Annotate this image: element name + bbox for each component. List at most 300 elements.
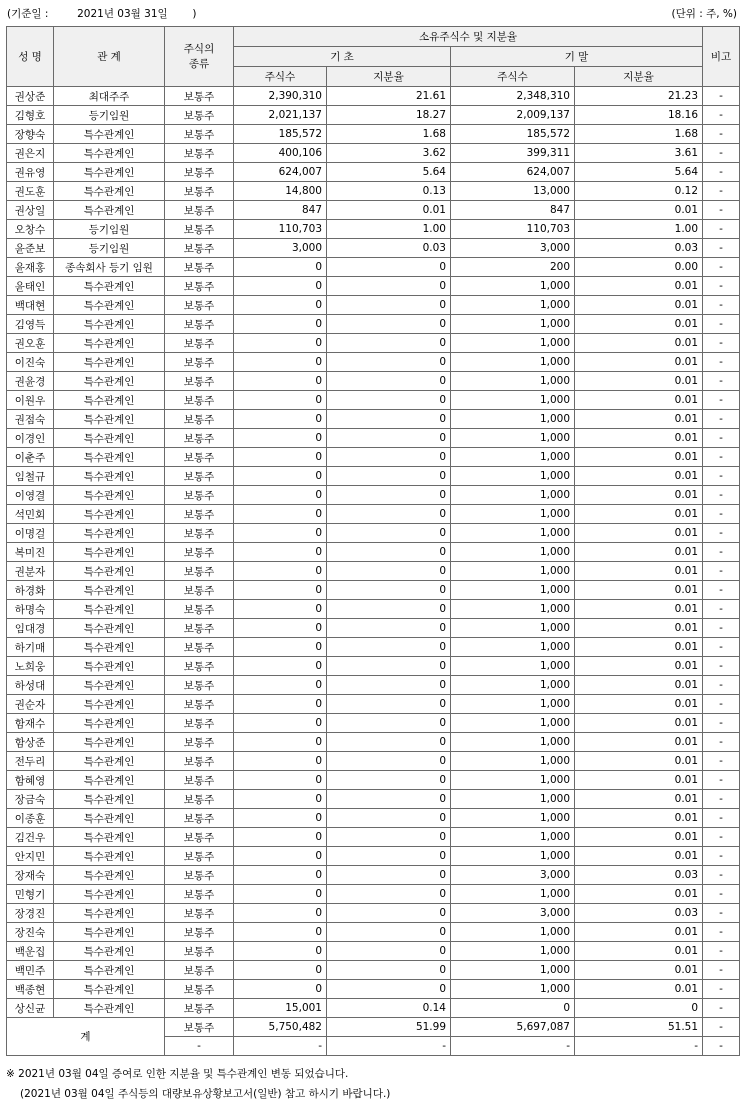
stock-type-cell: 보통주	[165, 733, 234, 752]
end-ratio-cell: 18.16	[575, 106, 703, 125]
end-shares-cell: 1,000	[451, 923, 575, 942]
begin-ratio-cell: 0	[327, 752, 451, 771]
relation-cell: 특수관계인	[54, 809, 165, 828]
stock-type-cell: 보통주	[165, 657, 234, 676]
name-cell: 김건우	[7, 828, 54, 847]
stock-type-cell: 보통주	[165, 505, 234, 524]
name-cell: 윤재홍	[7, 258, 54, 277]
end-ratio-cell: 0.01	[575, 296, 703, 315]
name-cell: 하기매	[7, 638, 54, 657]
table-row	[7, 467, 740, 486]
name-cell: 백종현	[7, 980, 54, 999]
note-cell: -	[703, 980, 740, 999]
note-cell: -	[703, 885, 740, 904]
table-row	[7, 942, 740, 961]
name-cell: 장경진	[7, 904, 54, 923]
table-row	[7, 904, 740, 923]
table-row	[7, 353, 740, 372]
stock-type-cell: 보통주	[165, 885, 234, 904]
note-cell: -	[703, 296, 740, 315]
relation-cell: 특수관계인	[54, 163, 165, 182]
name-cell: 하경화	[7, 581, 54, 600]
begin-shares-cell: 0	[234, 657, 327, 676]
stock-type-cell: 보통주	[165, 942, 234, 961]
table-row	[7, 334, 740, 353]
begin-ratio-cell: 0	[327, 410, 451, 429]
table-row	[7, 429, 740, 448]
total-end-shares: 5,697,087	[451, 1018, 575, 1037]
relation-cell: 특수관계인	[54, 543, 165, 562]
end-shares-cell: 1,000	[451, 695, 575, 714]
begin-shares-cell: 0	[234, 334, 327, 353]
table-row	[7, 809, 740, 828]
name-cell: 이춘주	[7, 448, 54, 467]
end-shares-cell: 1,000	[451, 885, 575, 904]
col-begin-ratio: 지분율	[327, 67, 451, 87]
table-row	[7, 562, 740, 581]
end-ratio-cell: 0.01	[575, 543, 703, 562]
stock-type-cell: 보통주	[165, 334, 234, 353]
begin-ratio-cell: 0	[327, 543, 451, 562]
end-ratio-cell: 0.01	[575, 562, 703, 581]
begin-ratio-cell: 0	[327, 714, 451, 733]
begin-shares-cell: 0	[234, 638, 327, 657]
stock-type-cell: 보통주	[165, 600, 234, 619]
relation-cell: 특수관계인	[54, 676, 165, 695]
end-shares-cell: 1,000	[451, 847, 575, 866]
relation-cell: 특수관계인	[54, 638, 165, 657]
begin-shares-cell: 2,021,137	[234, 106, 327, 125]
relation-cell: 특수관계인	[54, 752, 165, 771]
stock-type-cell: 보통주	[165, 847, 234, 866]
stock-type-cell: 보통주	[165, 752, 234, 771]
relation-cell: 특수관계인	[54, 942, 165, 961]
begin-ratio-cell: 0	[327, 258, 451, 277]
relation-cell: 특수관계인	[54, 733, 165, 752]
end-shares-cell: 1,000	[451, 980, 575, 999]
begin-ratio-cell: 0	[327, 638, 451, 657]
note-cell: -	[703, 410, 740, 429]
stock-type-cell: 보통주	[165, 771, 234, 790]
name-cell: 이명걸	[7, 524, 54, 543]
note-cell: -	[703, 695, 740, 714]
note-cell: -	[703, 144, 740, 163]
name-cell: 상신균	[7, 999, 54, 1018]
end-ratio-cell: 0.01	[575, 657, 703, 676]
name-cell: 장진숙	[7, 923, 54, 942]
end-ratio-cell: 0.01	[575, 334, 703, 353]
stock-type-cell: 보통주	[165, 923, 234, 942]
begin-ratio-cell: 18.27	[327, 106, 451, 125]
note-cell: -	[703, 600, 740, 619]
table-row	[7, 676, 740, 695]
relation-cell: 특수관계인	[54, 847, 165, 866]
note-cell: -	[703, 467, 740, 486]
begin-ratio-cell: 0	[327, 600, 451, 619]
end-shares-cell: 1,000	[451, 619, 575, 638]
begin-shares-cell: 0	[234, 695, 327, 714]
name-cell: 이경인	[7, 429, 54, 448]
begin-ratio-cell: 0.01	[327, 201, 451, 220]
end-shares-cell: 1,000	[451, 524, 575, 543]
stock-type-cell: 보통주	[165, 524, 234, 543]
note-cell: -	[703, 714, 740, 733]
note-cell: -	[703, 429, 740, 448]
begin-shares-cell: 0	[234, 315, 327, 334]
note-cell: -	[703, 201, 740, 220]
name-cell: 권도훈	[7, 182, 54, 201]
end-shares-cell: 624,007	[451, 163, 575, 182]
begin-ratio-cell: 0	[327, 448, 451, 467]
total2-begin-ratio: -	[327, 1037, 451, 1056]
stock-type-cell: 보통주	[165, 714, 234, 733]
stock-type-cell: 보통주	[165, 581, 234, 600]
begin-shares-cell: 110,703	[234, 220, 327, 239]
note-cell: -	[703, 828, 740, 847]
end-ratio-cell: 0.01	[575, 695, 703, 714]
end-shares-cell: 1,000	[451, 771, 575, 790]
stock-type-cell: 보통주	[165, 125, 234, 144]
end-ratio-cell: 5.64	[575, 163, 703, 182]
begin-shares-cell: 0	[234, 448, 327, 467]
note-cell: -	[703, 334, 740, 353]
begin-ratio-cell: 0	[327, 315, 451, 334]
begin-ratio-cell: 0	[327, 505, 451, 524]
footnote-2: (2021년 03월 04일 주식등의 대량보유상황보고서(일반) 참고 하시기 바랍니다.)	[20, 1088, 391, 1100]
table-row	[7, 733, 740, 752]
name-cell: 하명숙	[7, 600, 54, 619]
end-ratio-cell: 0.01	[575, 467, 703, 486]
begin-shares-cell: 0	[234, 676, 327, 695]
note-cell: -	[703, 999, 740, 1018]
end-shares-cell: 1,000	[451, 391, 575, 410]
end-shares-cell: 1,000	[451, 942, 575, 961]
note-cell: -	[703, 448, 740, 467]
end-ratio-cell: 0.01	[575, 771, 703, 790]
begin-ratio-cell: 0	[327, 562, 451, 581]
name-cell: 권순자	[7, 695, 54, 714]
end-ratio-cell: 0.03	[575, 239, 703, 258]
end-ratio-cell: 1.68	[575, 125, 703, 144]
note-cell: -	[703, 163, 740, 182]
stock-type-cell: 보통주	[165, 695, 234, 714]
name-cell: 권상준	[7, 87, 54, 106]
begin-ratio-cell: 0.14	[327, 999, 451, 1018]
begin-ratio-cell: 0	[327, 619, 451, 638]
note-cell: -	[703, 505, 740, 524]
name-cell: 김영득	[7, 315, 54, 334]
name-cell: 윤태인	[7, 277, 54, 296]
end-ratio-cell: 0.01	[575, 429, 703, 448]
table-row	[7, 885, 740, 904]
stock-type-cell: 보통주	[165, 809, 234, 828]
begin-shares-cell: 0	[234, 467, 327, 486]
note-cell: -	[703, 562, 740, 581]
begin-shares-cell: 0	[234, 733, 327, 752]
end-ratio-cell: 0.01	[575, 638, 703, 657]
begin-shares-cell: 15,001	[234, 999, 327, 1018]
stock-type-cell: 보통주	[165, 999, 234, 1018]
begin-shares-cell: 400,106	[234, 144, 327, 163]
end-shares-cell: 1,000	[451, 505, 575, 524]
name-cell: 장향숙	[7, 125, 54, 144]
note-cell: -	[703, 524, 740, 543]
table-row	[7, 296, 740, 315]
note-cell: -	[703, 125, 740, 144]
total-begin-ratio: 51.99	[327, 1018, 451, 1037]
stock-type-cell: 보통주	[165, 429, 234, 448]
name-cell: 권점숙	[7, 410, 54, 429]
end-ratio-cell: 0.03	[575, 904, 703, 923]
table-row	[7, 410, 740, 429]
end-ratio-cell: 0.01	[575, 600, 703, 619]
name-cell: 이영결	[7, 486, 54, 505]
note-cell: -	[703, 866, 740, 885]
begin-shares-cell: 0	[234, 277, 327, 296]
relation-cell: 특수관계인	[54, 391, 165, 410]
name-cell: 민형기	[7, 885, 54, 904]
end-ratio-cell: 0.01	[575, 790, 703, 809]
end-ratio-cell: 0.01	[575, 372, 703, 391]
name-cell: 이원우	[7, 391, 54, 410]
note-cell: -	[703, 733, 740, 752]
name-cell: 권오훈	[7, 334, 54, 353]
relation-cell: 특수관계인	[54, 695, 165, 714]
relation-cell: 특수관계인	[54, 771, 165, 790]
stock-type-cell: 보통주	[165, 486, 234, 505]
col-stock-type-label: 주식의 종류	[183, 42, 215, 70]
name-cell: 전두리	[7, 752, 54, 771]
note-cell: -	[703, 771, 740, 790]
note-cell: -	[703, 942, 740, 961]
note-cell: -	[703, 752, 740, 771]
begin-ratio-cell: 0	[327, 733, 451, 752]
begin-shares-cell: 2,390,310	[234, 87, 327, 106]
stock-type-cell: 보통주	[165, 904, 234, 923]
relation-cell: 특수관계인	[54, 125, 165, 144]
relation-cell: 특수관계인	[54, 410, 165, 429]
relation-cell: 특수관계인	[54, 828, 165, 847]
end-ratio-cell: 0	[575, 999, 703, 1018]
table-row	[7, 866, 740, 885]
relation-cell: 특수관계인	[54, 524, 165, 543]
begin-ratio-cell: 0	[327, 429, 451, 448]
table-row	[7, 524, 740, 543]
name-cell: 안지민	[7, 847, 54, 866]
base-date-value: 2021년 03월 31일	[77, 8, 168, 20]
begin-ratio-cell: 0	[327, 885, 451, 904]
begin-shares-cell: 0	[234, 942, 327, 961]
end-shares-cell: 1,000	[451, 429, 575, 448]
name-cell: 하성대	[7, 676, 54, 695]
stock-type-cell: 보통주	[165, 961, 234, 980]
end-shares-cell: 1,000	[451, 543, 575, 562]
table-row	[7, 752, 740, 771]
begin-shares-cell: 0	[234, 258, 327, 277]
begin-ratio-cell: 0	[327, 866, 451, 885]
end-ratio-cell: 0.01	[575, 391, 703, 410]
relation-cell: 특수관계인	[54, 999, 165, 1018]
end-shares-cell: 3,000	[451, 904, 575, 923]
table-row	[7, 239, 740, 258]
stock-type-cell: 보통주	[165, 448, 234, 467]
relation-cell: 특수관계인	[54, 600, 165, 619]
end-ratio-cell: 0.01	[575, 581, 703, 600]
begin-ratio-cell: 0	[327, 467, 451, 486]
table-row	[7, 201, 740, 220]
name-cell: 임철규	[7, 467, 54, 486]
name-cell: 임대경	[7, 619, 54, 638]
note-cell: -	[703, 657, 740, 676]
stock-type-cell: 보통주	[165, 866, 234, 885]
relation-cell: 특수관계인	[54, 467, 165, 486]
begin-shares-cell: 0	[234, 543, 327, 562]
stock-type-cell: 보통주	[165, 315, 234, 334]
table-row	[7, 182, 740, 201]
stock-type-cell: 보통주	[165, 372, 234, 391]
begin-ratio-cell: 0	[327, 847, 451, 866]
end-shares-cell: 1,000	[451, 296, 575, 315]
end-ratio-cell: 0.01	[575, 847, 703, 866]
total2-begin-shares: -	[234, 1037, 327, 1056]
name-cell: 함상준	[7, 733, 54, 752]
note-cell: -	[703, 809, 740, 828]
note-cell: -	[703, 239, 740, 258]
name-cell: 석민회	[7, 505, 54, 524]
begin-shares-cell: 14,800	[234, 182, 327, 201]
name-cell: 장재숙	[7, 866, 54, 885]
col-name: 성 명	[7, 27, 54, 87]
begin-shares-cell: 0	[234, 961, 327, 980]
end-ratio-cell: 0.01	[575, 828, 703, 847]
begin-shares-cell: 0	[234, 524, 327, 543]
name-cell: 백운집	[7, 942, 54, 961]
end-shares-cell: 110,703	[451, 220, 575, 239]
end-ratio-cell: 0.01	[575, 809, 703, 828]
begin-shares-cell: 0	[234, 771, 327, 790]
note-cell: -	[703, 372, 740, 391]
begin-ratio-cell: 5.64	[327, 163, 451, 182]
table-row	[7, 543, 740, 562]
report-header	[0, 0, 747, 26]
end-ratio-cell: 0.00	[575, 258, 703, 277]
table-row	[7, 923, 740, 942]
note-cell: -	[703, 353, 740, 372]
name-cell: 권은지	[7, 144, 54, 163]
begin-ratio-cell: 0	[327, 524, 451, 543]
col-end-ratio: 지분율	[575, 67, 703, 87]
relation-cell: 특수관계인	[54, 619, 165, 638]
note-cell: -	[703, 87, 740, 106]
begin-shares-cell: 0	[234, 714, 327, 733]
begin-ratio-cell: 1.00	[327, 220, 451, 239]
relation-cell: 등기임원	[54, 106, 165, 125]
relation-cell: 특수관계인	[54, 182, 165, 201]
begin-shares-cell: 0	[234, 847, 327, 866]
stock-type-cell: 보통주	[165, 220, 234, 239]
begin-ratio-cell: 0	[327, 790, 451, 809]
table-row	[7, 448, 740, 467]
relation-cell: 특수관계인	[54, 961, 165, 980]
begin-ratio-cell: 0	[327, 353, 451, 372]
table-row	[7, 619, 740, 638]
begin-ratio-cell: 0	[327, 277, 451, 296]
begin-shares-cell: 624,007	[234, 163, 327, 182]
begin-ratio-cell: 0.03	[327, 239, 451, 258]
table-row	[7, 828, 740, 847]
begin-shares-cell: 185,572	[234, 125, 327, 144]
end-ratio-cell: 0.01	[575, 714, 703, 733]
relation-cell: 특수관계인	[54, 923, 165, 942]
end-ratio-cell: 0.01	[575, 201, 703, 220]
end-shares-cell: 1,000	[451, 733, 575, 752]
stock-type-cell: 보통주	[165, 87, 234, 106]
relation-cell: 특수관계인	[54, 372, 165, 391]
end-shares-cell: 399,311	[451, 144, 575, 163]
note-cell: -	[703, 619, 740, 638]
total2-note: -	[703, 1037, 740, 1056]
col-begin: 기 초	[234, 47, 451, 67]
begin-ratio-cell: 0	[327, 809, 451, 828]
end-shares-cell: 200	[451, 258, 575, 277]
table-row	[7, 505, 740, 524]
note-cell: -	[703, 106, 740, 125]
begin-shares-cell: 0	[234, 372, 327, 391]
stock-type-cell: 보통주	[165, 543, 234, 562]
begin-ratio-cell: 0	[327, 942, 451, 961]
table-row	[7, 372, 740, 391]
table-row	[7, 87, 740, 106]
end-ratio-cell: 0.01	[575, 486, 703, 505]
relation-cell: 특수관계인	[54, 486, 165, 505]
end-shares-cell: 1,000	[451, 600, 575, 619]
name-cell: 권유영	[7, 163, 54, 182]
relation-cell: 특수관계인	[54, 657, 165, 676]
end-shares-cell: 1,000	[451, 790, 575, 809]
name-cell: 권분자	[7, 562, 54, 581]
begin-ratio-cell: 0	[327, 771, 451, 790]
end-shares-cell: 1,000	[451, 828, 575, 847]
begin-shares-cell: 0	[234, 809, 327, 828]
stock-type-cell: 보통주	[165, 182, 234, 201]
end-ratio-cell: 0.03	[575, 866, 703, 885]
name-cell: 장금숙	[7, 790, 54, 809]
end-ratio-cell: 0.01	[575, 980, 703, 999]
table-row	[7, 258, 740, 277]
begin-ratio-cell: 0	[327, 581, 451, 600]
begin-ratio-cell: 0.13	[327, 182, 451, 201]
end-ratio-cell: 0.01	[575, 923, 703, 942]
relation-cell: 특수관계인	[54, 448, 165, 467]
end-shares-cell: 185,572	[451, 125, 575, 144]
table-row	[7, 315, 740, 334]
name-cell: 백대현	[7, 296, 54, 315]
note-cell: -	[703, 676, 740, 695]
end-ratio-cell: 1.00	[575, 220, 703, 239]
end-ratio-cell: 0.01	[575, 733, 703, 752]
end-ratio-cell: 0.01	[575, 885, 703, 904]
table-row	[7, 790, 740, 809]
relation-cell: 등기임원	[54, 239, 165, 258]
end-shares-cell: 1,000	[451, 486, 575, 505]
relation-cell: 특수관계인	[54, 296, 165, 315]
col-end-shares: 주식수	[451, 67, 575, 87]
stock-type-cell: 보통주	[165, 201, 234, 220]
footnotes	[6, 1064, 390, 1104]
name-cell: 김형호	[7, 106, 54, 125]
begin-shares-cell: 0	[234, 410, 327, 429]
begin-ratio-cell: 0	[327, 695, 451, 714]
